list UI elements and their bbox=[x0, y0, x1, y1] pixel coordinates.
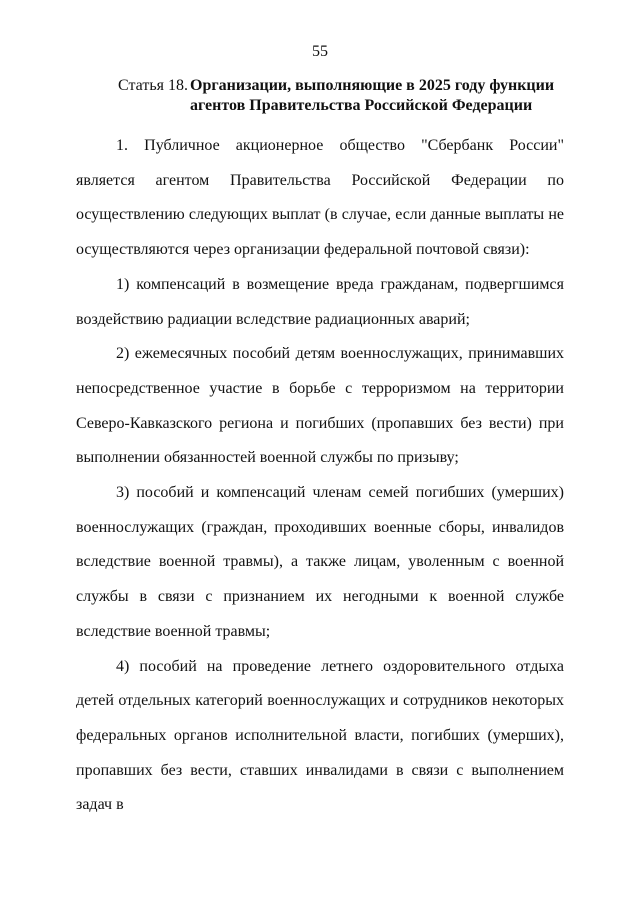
article-label: Статья 18. bbox=[118, 77, 188, 94]
article-title: Организации, выполняющие в 2025 году функции агентов Правительства Российской Федерации bbox=[190, 77, 555, 114]
paragraph-item-4: 4) пособий на проведение летнего оздоровительного отдыха детей отдельных категорий военнослужащих и сотрудников некоторых федеральных органов исполнительной власти, погибших (умерших), пропавших без вести, ставших инвалидами в связи с выполнением задач в bbox=[76, 657, 564, 814]
page-number: 55 bbox=[312, 43, 328, 60]
paragraph-item-2: 2) ежемесячных пособий детям военнослужащих, принимавших непосредственное участие в борьбе с терроризмом на территории Северо-Кавказского региона и погибших (пропавших без вести) при выполнении обязанностей военной службы по призыву; bbox=[76, 345, 564, 467]
paragraph-1: 1. Публичное акционерное общество "Сбербанк России" является агентом Правительства Российской Федерации по осуществлению следующих выплат (в случае, если данные выплаты не осуществляются через организации федеральной почтовой связи): bbox=[76, 137, 564, 259]
paragraph-item-1: 1) компенсаций в возмещение вреда гражданам, подвергшимся воздействию радиации вследствие радиационных аварий; bbox=[76, 275, 564, 328]
paragraph-item-3: 3) пособий и компенсаций членам семей погибших (умерших) военнослужащих (граждан, проходивших военные сборы, инвалидов вследствие военной травмы), а также лицам, уволенным с военной службы в связи с признанием их негодными к военной службе вследствие военной травмы; bbox=[76, 484, 564, 640]
article-body bbox=[76, 129, 564, 823]
